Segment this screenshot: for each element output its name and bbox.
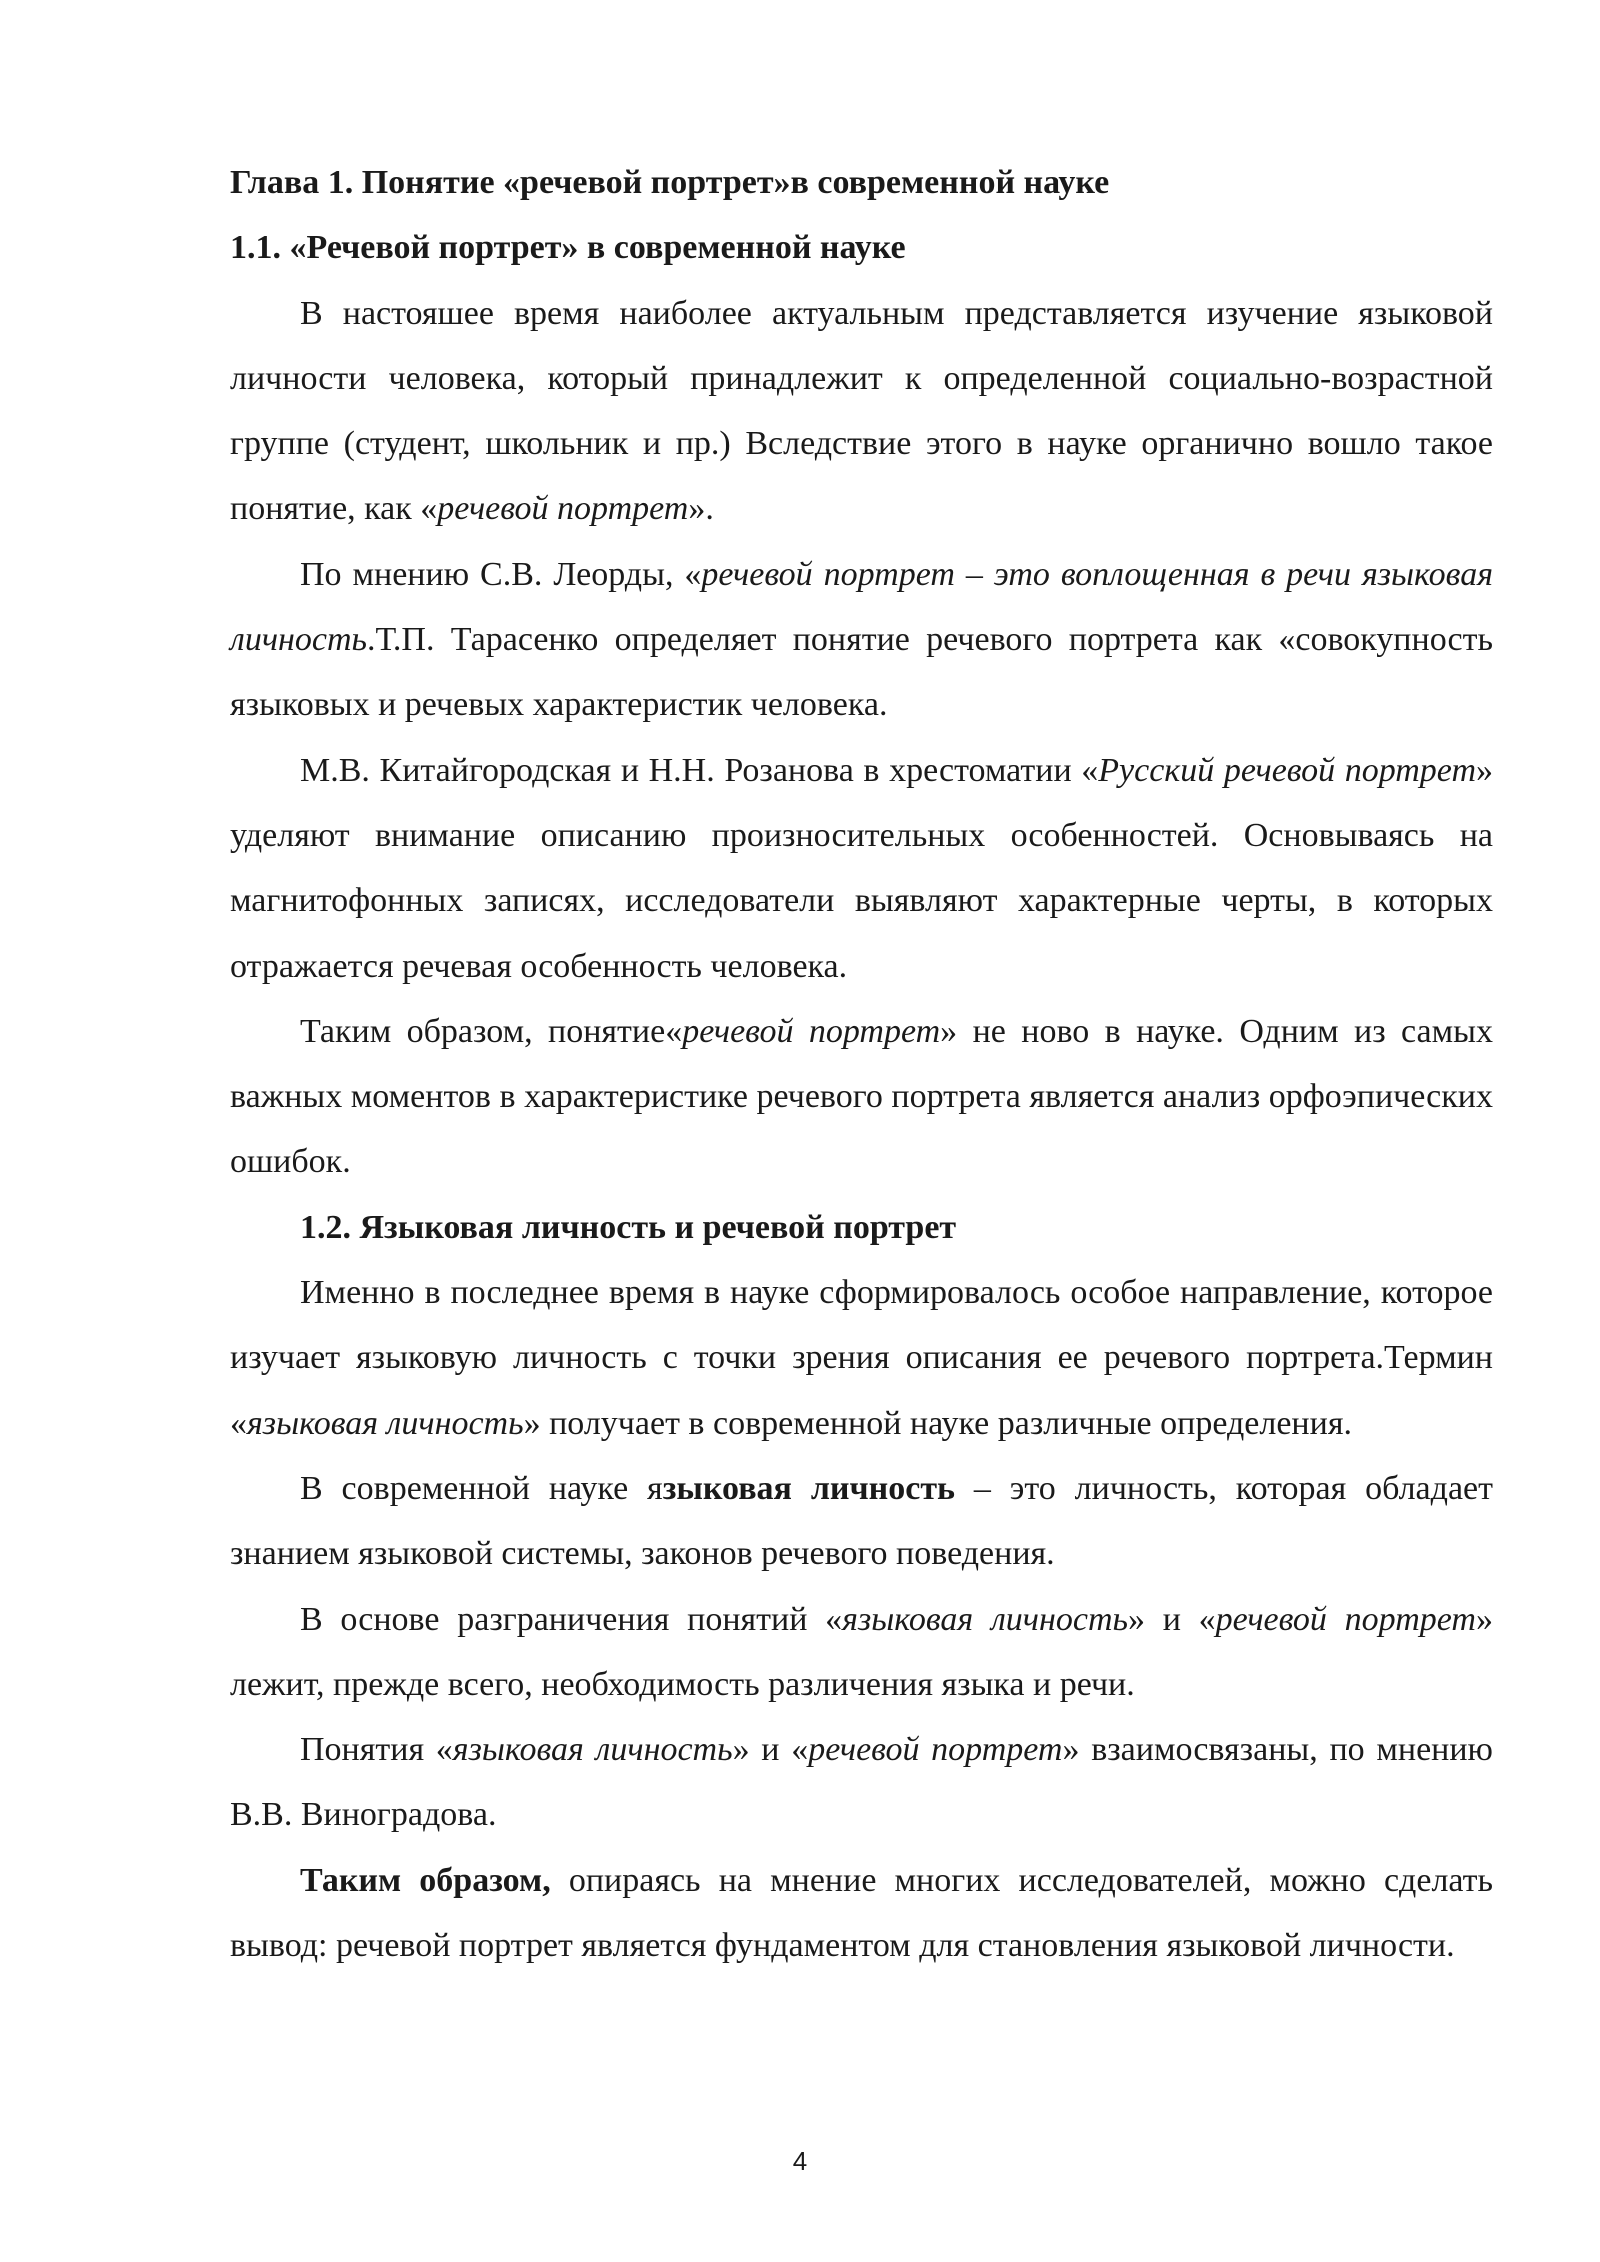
italic-term: языковая личность <box>247 1404 524 1442</box>
text-run: ». <box>688 490 714 528</box>
italic-term: языковая личность <box>452 1731 733 1769</box>
bold-lead: Таким образом, <box>300 1861 551 1899</box>
paragraph-1 <box>230 281 1493 542</box>
bold-term: зыковая личность <box>662 1469 956 1507</box>
text-run: Именно в последнее время в науке сформировалось особое направление, которое изучает языковую личность с точки зрения описания ее речевого портрета.Термин « <box>230 1274 1493 1442</box>
paragraph-2 <box>230 542 1493 738</box>
text-run: По мнению С.В. Леорды, « <box>300 555 702 593</box>
text-run: – это личность, которая обладает знанием языковой системы, законов речевого поведения. <box>230 1469 1493 1573</box>
text-run: » и « <box>732 1731 809 1769</box>
section-title-1-1: 1.1. «Речевой портрет» в современной науке <box>230 229 906 267</box>
text-run: » лежит, прежде всего, необходимость различения языка и речи. <box>230 1600 1493 1703</box>
paragraph-5 <box>230 1260 1493 1456</box>
chapter-title: Глава 1. Понятие «речевой портрет»в современной науке <box>230 164 1110 201</box>
text-run: » не ново в науке. Одним из самых важных моментов в характеристике речевого портрета является анализ орфоэпических ошибок. <box>230 1012 1493 1181</box>
text-run: » уделяют внимание описанию произносительных особенностей. Основываясь на магнитофонных записях, исследователи выявляют характерные черты, в которых отражается речевая особенность человека. <box>230 751 1494 985</box>
text-run: В настояшее время наиболее актуальным представляется изучение языковой личности человека, который принадлежит к определенной социально-возрастной группе (студент, школьник и пр.) Вследствие этого в науке органично вошло такое понятие, как « <box>230 294 1493 528</box>
italic-term: речевой портрет <box>437 490 689 528</box>
italic-term: речевой портрет <box>682 1012 941 1050</box>
paragraph-8 <box>230 1717 1493 1848</box>
italic-term: речевой портрет <box>1215 1600 1476 1638</box>
italic-quote: речевой портрет – это воплощенная в речи языковая личность <box>230 555 1493 659</box>
italic-title: Русский речевой портрет <box>1098 751 1477 789</box>
text-run: М.В. Китайгородская и Н.Н. Розанова в хрестоматии « <box>300 751 1099 789</box>
text-run: .Т.П. Тарасенко определяет понятие речевого портрета как «совокупность языковых и речевых характеристик человека. <box>230 621 1493 724</box>
text-run: Таким образом, понятие« <box>300 1012 683 1050</box>
text-run: » взаимосвязаны, по мнению В.В. Виноградова. <box>230 1731 1493 1834</box>
text-run: опираясь на мнение многих исследователей, можно сделать вывод: речевой портрет является фундаментом для становления языковой личности. <box>230 1861 1493 1965</box>
paragraph-7 <box>230 1587 1493 1718</box>
text-run: В современной науке я <box>300 1469 663 1507</box>
document-page <box>230 150 1493 1978</box>
text-run: » получает в современной науке различные определения. <box>523 1404 1352 1442</box>
italic-term: речевой портрет <box>808 1731 1063 1769</box>
text-run: » и « <box>1127 1600 1216 1638</box>
section-title-1-2: 1.2. Языковая личность и речевой портрет <box>300 1208 957 1246</box>
text-run: В основе разграничения понятий « <box>300 1600 843 1638</box>
italic-term: языковая личность <box>842 1600 1128 1638</box>
paragraph-3 <box>230 738 1493 999</box>
page-number: 4 <box>792 2146 808 2176</box>
paragraph-6 <box>230 1456 1493 1587</box>
text-run: Понятия « <box>300 1731 453 1769</box>
paragraph-9 <box>230 1848 1493 1979</box>
paragraph-4 <box>230 999 1493 1195</box>
